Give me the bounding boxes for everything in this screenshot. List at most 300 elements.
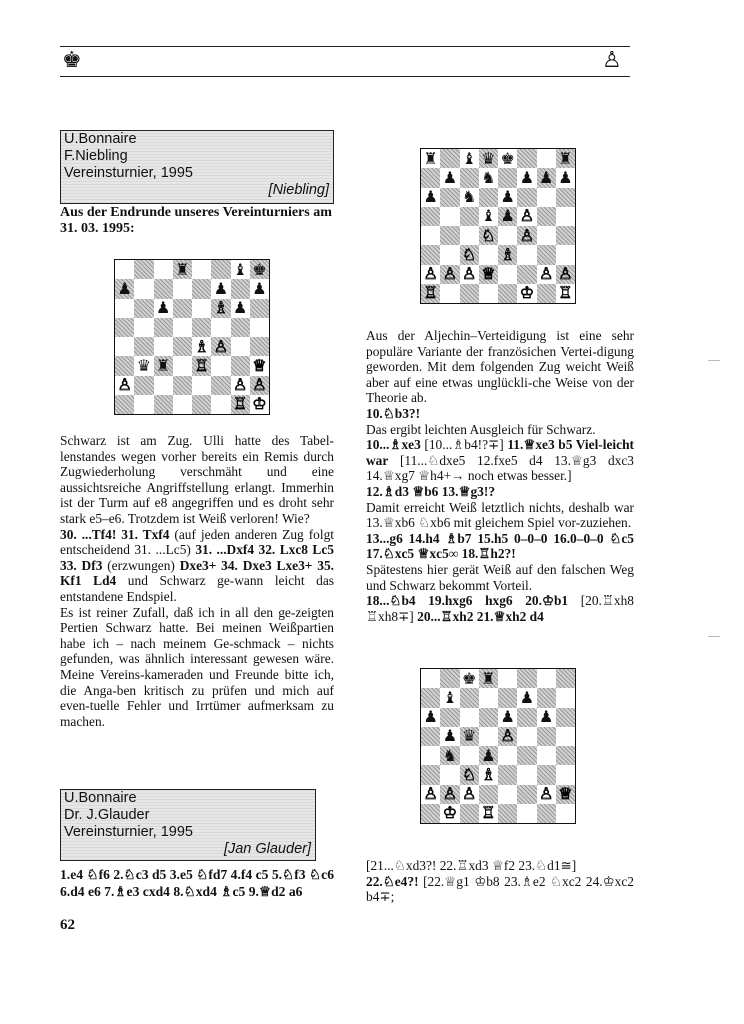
board-square (231, 299, 250, 318)
game1-header (60, 130, 334, 204)
game1-annotator: [Niebling] (268, 182, 329, 198)
board-square (250, 395, 269, 414)
board-square (460, 284, 479, 303)
board-square (192, 279, 211, 298)
board-square (211, 356, 230, 375)
board-square (250, 279, 269, 298)
board-square (517, 226, 536, 245)
chess-piece: ♟ (538, 707, 554, 727)
right-move-10: 10.♘b3?! (366, 405, 421, 421)
board-square (173, 279, 192, 298)
chess-piece: ♟ (500, 187, 515, 207)
chess-piece: ♙ (252, 375, 267, 395)
board-square (231, 279, 250, 298)
board-square (421, 785, 440, 804)
board-square (173, 395, 192, 414)
game1-black: F.Niebling (64, 148, 128, 164)
board-square (498, 265, 517, 284)
board-square (211, 299, 230, 318)
chess-piece: ♝ (442, 688, 458, 707)
chess-piece: ♜ (175, 260, 190, 279)
board-square (250, 356, 269, 375)
chess-piece: ♟ (423, 187, 438, 207)
board-square (498, 245, 517, 264)
chess-piece: ♗ (500, 245, 515, 264)
margin-mark (708, 636, 720, 637)
board-square (421, 765, 440, 784)
chess-piece: ♖ (232, 394, 248, 414)
board-square (479, 188, 498, 207)
board-square (556, 669, 575, 688)
board-square (154, 337, 173, 356)
board-square (154, 395, 173, 414)
board-square (192, 337, 211, 356)
board-square (211, 318, 230, 337)
board-square (556, 207, 575, 226)
game2-event: Vereinsturnier, 1995 (64, 824, 193, 840)
board-square (154, 279, 173, 298)
board-square (211, 279, 230, 298)
chess-piece: ♟ (519, 168, 535, 187)
board-square (192, 299, 211, 318)
board-square (421, 245, 440, 264)
board-square (517, 188, 536, 207)
game1-text (60, 433, 334, 729)
board-square (115, 279, 134, 298)
board-square (517, 265, 536, 284)
board-square (440, 804, 459, 823)
chess-piece: ♟ (442, 726, 458, 746)
right-variation: [21...♘xd3?! 22.♖xd3 ♕f2 23.♘d1≅] (366, 858, 577, 873)
board-square (479, 149, 498, 168)
board-square (440, 669, 459, 688)
game2-white: U.Bonnaire (64, 790, 137, 806)
board-square (134, 356, 153, 375)
board-square (115, 395, 134, 414)
board-square (479, 284, 498, 303)
board-square (460, 765, 479, 784)
chess-piece: ♞ (481, 168, 496, 187)
king-icon: ♚ (62, 48, 82, 73)
board-square (192, 356, 211, 375)
board-square (250, 318, 269, 337)
chess-piece: ♖ (423, 283, 438, 303)
right-para-3: Damit erreicht Weiß letztlich nichts, deshalb war 13.♕xb6 ♘xb6 mit gleichem Spiel vor-zuziehen. (366, 499, 634, 531)
board-square (440, 727, 459, 746)
game1-intro: Aus der Endrunde unseres Vereinturniers am 31. 03. 1995: (60, 205, 332, 236)
board-square (517, 746, 536, 765)
board-square (498, 669, 517, 688)
board-square (556, 226, 575, 245)
board-square (517, 245, 536, 264)
board-square (498, 207, 517, 226)
board-square (479, 765, 498, 784)
board-square (460, 669, 479, 688)
board-square (421, 168, 440, 187)
game2-annotator: [Jan Glauder] (223, 841, 311, 857)
board-square (556, 188, 575, 207)
board-square (498, 226, 517, 245)
chess-piece: ♙ (538, 264, 554, 284)
chess-piece: ♙ (519, 206, 535, 226)
board-square (250, 260, 269, 279)
board-square (517, 207, 536, 226)
right-moves-13: 13...g6 14.h4 ♗b7 15.h5 0–0–0 16.0–0–0 ♘c5 17.♘xc5 ♕xc5∞ 18.♖h2?! (366, 530, 634, 562)
board-square (231, 356, 250, 375)
chess-piece: ♟ (500, 707, 515, 727)
chess-piece: ♝ (461, 149, 477, 168)
chess-piece: ♛ (481, 149, 496, 168)
board-square (421, 149, 440, 168)
board-square (556, 245, 575, 264)
board-square (231, 318, 250, 337)
board-square (537, 168, 556, 187)
chess-piece: ♗ (213, 298, 229, 318)
board-square (440, 168, 459, 187)
board-square (498, 746, 517, 765)
board-square (440, 226, 459, 245)
board-square (134, 299, 153, 318)
board-square (460, 727, 479, 746)
chess-piece: ♙ (558, 264, 573, 284)
right-diagram-2 (420, 668, 576, 824)
game2-header (60, 789, 316, 861)
board-square (460, 265, 479, 284)
board-square (479, 168, 498, 187)
board-square (115, 318, 134, 337)
board-square (154, 376, 173, 395)
board-square (537, 765, 556, 784)
board-square (440, 265, 459, 284)
board-square (231, 260, 250, 279)
game1-white: U.Bonnaire (64, 131, 137, 147)
margin-mark (708, 360, 720, 361)
chess-piece: ♖ (194, 356, 209, 375)
board-square (250, 376, 269, 395)
chess-piece: ♞ (442, 746, 458, 765)
chess-piece: ♕ (481, 264, 496, 284)
board-square (460, 245, 479, 264)
board-square (421, 207, 440, 226)
chess-piece: ♜ (155, 356, 171, 375)
board-square (537, 746, 556, 765)
board-square (134, 395, 153, 414)
chess-piece: ♛ (136, 356, 152, 375)
right-text (366, 328, 634, 624)
board-square (173, 318, 192, 337)
board-square (421, 727, 440, 746)
board-square (154, 260, 173, 279)
board-square (479, 746, 498, 765)
board-square (231, 395, 250, 414)
board-square (556, 149, 575, 168)
chess-piece: ♔ (252, 394, 267, 414)
board-square (537, 669, 556, 688)
board-square (498, 688, 517, 707)
board-square (173, 376, 192, 395)
chess-piece: ♟ (500, 206, 515, 226)
chess-piece: ♖ (558, 283, 573, 303)
board-square (556, 168, 575, 187)
board-square (498, 804, 517, 823)
chess-piece: ♟ (252, 279, 267, 298)
board-square (192, 395, 211, 414)
board-square (173, 337, 192, 356)
chess-piece: ♟ (117, 279, 132, 298)
chess-piece: ♙ (538, 784, 554, 804)
board-square (421, 669, 440, 688)
board-square (440, 688, 459, 707)
right-move-12: 12.♗d3 ♕b6 13.♕g3!? (366, 483, 496, 499)
board-square (460, 207, 479, 226)
board-square (556, 746, 575, 765)
board-square (556, 727, 575, 746)
board-square (211, 337, 230, 356)
chess-piece: ♗ (481, 765, 496, 784)
chess-piece: ♙ (461, 264, 477, 284)
board-square (421, 188, 440, 207)
board-square (517, 168, 536, 187)
board-square (517, 284, 536, 303)
chess-piece: ♝ (481, 206, 496, 226)
game1-paragraph: Schwarz ist am Zug. Ulli hatte des Tabel-lenstandes wegen vorher bereits ein Remis durch Zugwiederholung verschmäht und eine aussichtsreiche Angriffstellung erlangt. Immerhin ist der Turm auf e8 angegriffen und es droht sehr stark e5–e6. Trotzdem ist Weiß verloren! Wie? (60, 433, 334, 526)
chess-piece: ♘ (481, 226, 496, 245)
board-square (115, 260, 134, 279)
board-square (231, 376, 250, 395)
board-square (192, 260, 211, 279)
board-square (460, 746, 479, 765)
chess-piece: ♕ (252, 356, 267, 375)
board-square (440, 708, 459, 727)
board-square (537, 265, 556, 284)
chess-piece: ♔ (442, 803, 458, 823)
board-square (517, 727, 536, 746)
board-square (421, 226, 440, 245)
game2-black: Dr. J.Glauder (64, 807, 150, 823)
board-square (115, 356, 134, 375)
chess-piece: ♟ (423, 707, 438, 727)
right-moves-18: 18...♘b4 19.hxg6 hxg6 20.♔b1 [20.♖xh8 ♖xh8∓] 20...♖xh2 21.♕xh2 d4 (366, 593, 634, 624)
chess-piece: ♛ (461, 726, 477, 746)
board-square (421, 265, 440, 284)
board-square (556, 708, 575, 727)
board-square (517, 765, 536, 784)
chess-piece: ♙ (519, 226, 535, 245)
board-square (460, 785, 479, 804)
chess-piece: ♟ (519, 688, 535, 707)
chess-piece: ♟ (481, 746, 496, 765)
board-square (537, 785, 556, 804)
chess-piece: ♞ (461, 187, 477, 207)
chess-piece: ♙ (423, 264, 438, 284)
board-square (250, 299, 269, 318)
chess-piece: ♚ (500, 149, 515, 168)
board-square (537, 188, 556, 207)
board-square (460, 149, 479, 168)
game2-moves: 1.e4 ♘f6 2.♘c3 d5 3.e5 ♘fd7 4.f4 c5 5.♘f3 ♘c6 6.d4 e6 7.♗e3 cxd4 8.♘xd4 ♗c5 9.♕d2 a6 (60, 867, 334, 899)
board-square (537, 207, 556, 226)
right-text-2 (366, 858, 634, 905)
game1-moves (60, 527, 334, 605)
board-square (537, 284, 556, 303)
board-square (440, 765, 459, 784)
chess-piece: ♙ (461, 784, 477, 804)
board-square (440, 149, 459, 168)
board-square (517, 804, 536, 823)
header-bottom-rule (60, 76, 630, 77)
board-square (173, 356, 192, 375)
right-moves-10-11: 10...♗xe3 [10...♗b4!?∓] 11.♕xe3 b5 Viel-leicht war [11...♘dxe5 12.fxe5 d4 13.♕g3 dxc3 14.♕xg7 ♕h4+→ noch etwas besser.] (366, 437, 634, 484)
board-square (556, 284, 575, 303)
board-square (498, 785, 517, 804)
board-square (421, 746, 440, 765)
pawn-icon: ♙ (602, 48, 622, 73)
game1-comment-3: und Schwarz ge-wann leicht das entstandene Endspiel. (60, 573, 335, 604)
chess-piece: ♝ (232, 260, 248, 279)
board-square (517, 149, 536, 168)
board-square (479, 727, 498, 746)
right-para-1: Aus der Aljechin–Verteidigung ist eine sehr populäre Variante der französichen Vertei-digung geworden. Mit dem folgenden Zug weicht Weiß aber auf eine etwas unglückli-che Weise von der Theorie ab. (366, 328, 634, 406)
game1-comment-1: (auf jeden anderen Zug folgt entscheidend 31. ...Lc5) (60, 526, 334, 558)
board-square (440, 207, 459, 226)
board-square (421, 804, 440, 823)
board-square (440, 188, 459, 207)
chess-piece: ♙ (423, 784, 438, 804)
board-square (517, 708, 536, 727)
chess-piece: ♟ (442, 168, 458, 187)
board-square (498, 765, 517, 784)
chess-piece: ♟ (232, 298, 248, 318)
board-square (173, 299, 192, 318)
chess-piece: ♘ (461, 765, 477, 784)
board-square (479, 265, 498, 284)
right-diagram-1 (420, 148, 576, 304)
page-number: 62 (60, 917, 75, 933)
chess-piece: ♕ (558, 784, 573, 804)
chess-piece: ♟ (558, 168, 573, 187)
game1-closing: Es ist reiner Zufall, daß ich in all den ge-zeigten Pertien Schwarz hatte. Bei meinen Weißpartien habe ich – nach meinem Ge-schmack – nichts gefunden, was ähnlich interessant gewesen wäre. Meine Vereins-kameraden und Freunde bitte ich, die Anga-ben kritisch zu prüfen und mich auf even-tuelle Fehler und Irrtümer aufmerksam zu machen. (60, 604, 334, 729)
board-square (517, 669, 536, 688)
chess-piece: ♖ (481, 803, 496, 823)
board-square (134, 376, 153, 395)
board-square (556, 688, 575, 707)
board-square (460, 226, 479, 245)
board-square (134, 279, 153, 298)
board-square (517, 785, 536, 804)
board-square (537, 245, 556, 264)
board-square (440, 245, 459, 264)
board-square (498, 284, 517, 303)
header-top-rule (60, 46, 630, 47)
board-square (250, 337, 269, 356)
board-square (556, 765, 575, 784)
chess-piece: ♚ (252, 260, 267, 279)
chess-piece: ♙ (442, 264, 458, 284)
right-move-22: 22.♘e4?! [22.♕g1 ♔b8 23.♗e2 ♘xc2 24.♔xc2 b4∓; (366, 873, 634, 905)
board-square (537, 149, 556, 168)
board-square (154, 318, 173, 337)
board-square (479, 669, 498, 688)
board-square (556, 785, 575, 804)
right-para-2: Das ergibt leichten Ausgleich für Schwarz. (366, 421, 596, 437)
chess-piece: ♟ (538, 168, 554, 187)
board-square (479, 804, 498, 823)
game1-comment-2: (erzwungen) (102, 557, 180, 573)
board-square (134, 260, 153, 279)
game1-moves-1: 30. ...Tf4! 31. Txf4 (60, 526, 170, 542)
board-square (460, 188, 479, 207)
game1-diagram (114, 259, 270, 415)
board-square (460, 708, 479, 727)
board-square (154, 299, 173, 318)
board-square (211, 395, 230, 414)
board-square (479, 785, 498, 804)
board-square (421, 284, 440, 303)
right-para-4: Spätestens hier gerät Weiß auf den falschen Weg und Schwarz bekommt Vorteil. (366, 561, 634, 593)
board-square (479, 688, 498, 707)
board-square (498, 149, 517, 168)
board-square (498, 708, 517, 727)
chess-piece: ♚ (461, 669, 477, 688)
chess-piece: ♘ (461, 245, 477, 264)
board-square (556, 265, 575, 284)
board-square (498, 188, 517, 207)
board-square (537, 727, 556, 746)
board-square (440, 284, 459, 303)
board-square (421, 708, 440, 727)
chess-piece: ♙ (442, 784, 458, 804)
board-square (460, 688, 479, 707)
board-square (115, 299, 134, 318)
board-square (211, 376, 230, 395)
board-square (537, 688, 556, 707)
chess-piece: ♗ (194, 337, 209, 356)
board-square (154, 356, 173, 375)
board-square (479, 245, 498, 264)
game1-moves-2: 31. ...Dxf4 32. Lxc8 Lc5 33. Df3 (60, 542, 334, 573)
board-square (115, 337, 134, 356)
chess-piece: ♙ (500, 726, 515, 746)
board-square (517, 688, 536, 707)
chess-piece: ♟ (155, 298, 171, 318)
board-square (440, 746, 459, 765)
chess-piece: ♙ (117, 375, 132, 395)
board-square (460, 804, 479, 823)
board-square (537, 804, 556, 823)
chess-piece: ♜ (558, 149, 573, 168)
chess-piece: ♙ (232, 375, 248, 395)
board-square (421, 688, 440, 707)
board-square (134, 337, 153, 356)
game1-event: Vereinsturnier, 1995 (64, 165, 193, 181)
board-square (440, 785, 459, 804)
game1-moves-3: Dxe3+ 34. Dxe3 Lxe3+ 35. Kf1 Ld4 (60, 557, 334, 589)
board-square (556, 804, 575, 823)
board-square (498, 727, 517, 746)
board-square (460, 168, 479, 187)
chess-piece: ♙ (213, 337, 229, 356)
board-square (231, 337, 250, 356)
board-square (173, 260, 192, 279)
chess-piece: ♟ (213, 279, 229, 298)
board-square (134, 318, 153, 337)
board-square (192, 376, 211, 395)
chess-piece: ♜ (423, 149, 438, 168)
board-square (479, 708, 498, 727)
board-square (192, 318, 211, 337)
board-square (498, 168, 517, 187)
board-square (479, 207, 498, 226)
